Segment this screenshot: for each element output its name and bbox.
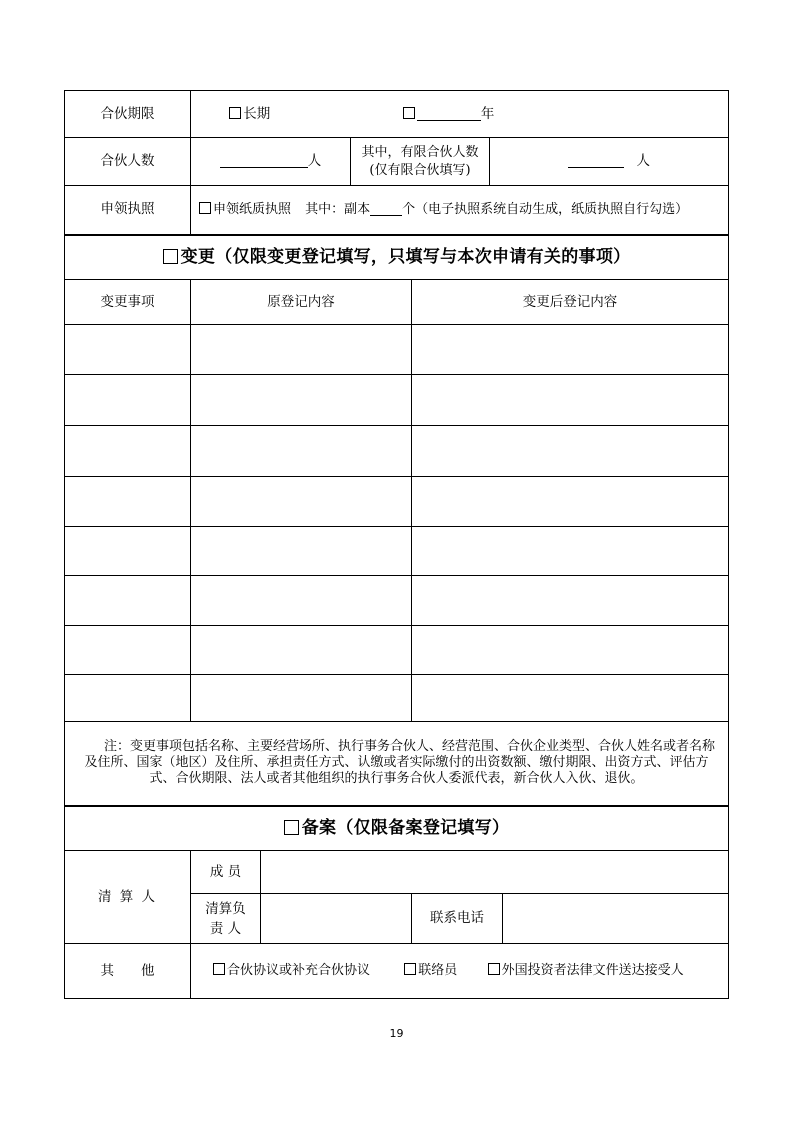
partner-count-unit: 人 [307,153,322,170]
leader-label-line1: 清算负 [205,900,246,917]
original-content-cell[interactable] [191,626,412,675]
change-row [65,576,729,626]
after-content-cell[interactable] [412,527,729,576]
change-note [65,722,729,806]
change-item-cell[interactable] [65,375,191,426]
liquidator-members-row [65,851,729,894]
phone-label: 联系电话 [412,894,503,944]
change-section-header-row [65,235,729,280]
change-row [65,325,729,375]
limited-partner-count-blank[interactable] [568,153,624,168]
foreign-recipient-checkbox[interactable] [488,963,500,975]
year-term-blank[interactable] [417,106,481,121]
change-row [65,477,729,527]
limited-partner-label-line2: (仅有限合伙填写) [369,162,471,178]
copies-blank[interactable] [370,201,402,216]
change-section-title: 变更（仅限变更登记填写，只填写与本次申请有关的事项） [180,246,631,267]
foreign-recipient-label: 外国投资者法律文件送达接受人 [501,962,684,978]
year-term-suffix: 年 [480,105,495,122]
change-columns-row [65,280,729,325]
partner-count-label: 合伙人数 [65,138,191,186]
change-note-text: 注：变更事项包括名称、主要经营场所、执行事务合伙人、经营范围、合伙企业类型、合伙人姓名或者名称及住所、国家（地区）及住所、承担责任方式、认缴或者实际缴付的出资数额、缴付期限、出资方式、评估方式、合伙期限、法人或者其他组织的执行事务合伙人委派代表，新合伙人入伙、退伙。 [84,738,716,787]
filing-section-header [65,806,729,851]
long-term-label: 长期 [243,105,271,122]
change-item-cell[interactable] [65,675,191,722]
leader-input[interactable] [261,894,412,944]
change-row [65,527,729,576]
change-note-row [65,722,729,806]
limited-partner-count-cell [490,138,729,186]
other-label: 其 他 [65,944,191,999]
paper-license-label: 申领纸质执照 [213,202,292,218]
change-item-header: 变更事项 [65,280,191,325]
partnership-term-row [65,91,729,138]
partner-count-row [65,138,729,186]
limited-partner-label-cell [351,138,490,186]
limited-partner-unit: 人 [636,153,650,170]
paper-license-checkbox[interactable] [199,202,211,214]
original-content-cell[interactable] [191,325,412,375]
change-row [65,675,729,722]
limited-partner-label-line1: 其中，有限合伙人数 [361,144,479,160]
liquidator-label: 清 算 人 [65,851,191,944]
filing-section-header-row [65,806,729,851]
change-item-cell[interactable] [65,626,191,675]
after-content-cell[interactable] [412,426,729,477]
page-number: 19 [389,1027,404,1040]
agreement-label: 合伙协议或补充合伙协议 [227,962,371,978]
filing-section-title: 备案（仅限备案登记填写） [301,817,510,838]
original-content-cell[interactable] [191,477,412,527]
original-content-cell[interactable] [191,527,412,576]
members-input[interactable] [261,851,729,894]
change-section-checkbox[interactable] [163,249,178,264]
license-row [65,186,729,235]
partnership-term-options [191,91,729,138]
after-content-cell[interactable] [412,675,729,722]
change-row [65,626,729,675]
after-content-cell[interactable] [412,477,729,527]
long-term-checkbox[interactable] [229,107,241,119]
partnership-term-label: 合伙期限 [65,91,191,138]
original-content-cell[interactable] [191,675,412,722]
after-content-cell[interactable] [412,375,729,426]
agreement-checkbox[interactable] [213,963,225,975]
other-options [191,944,729,999]
liaison-label: 联络员 [418,962,458,978]
members-label: 成 员 [191,851,261,894]
copies-suffix: 个（电子执照系统自动生成，纸质执照自行勾选） [402,202,689,218]
registration-form-table [64,90,729,999]
license-options [191,186,729,235]
change-section-header [65,235,729,280]
partner-count-blank[interactable] [220,153,308,168]
other-row [65,944,729,999]
original-content-header: 原登记内容 [191,280,412,325]
after-content-cell[interactable] [412,325,729,375]
year-term-checkbox[interactable] [403,107,415,119]
leader-label-line2: 责 人 [209,920,242,937]
filing-section-checkbox[interactable] [284,820,299,835]
original-content-cell[interactable] [191,426,412,477]
change-item-cell[interactable] [65,576,191,626]
after-content-cell[interactable] [412,626,729,675]
after-content-cell[interactable] [412,576,729,626]
change-item-cell[interactable] [65,325,191,375]
original-content-cell[interactable] [191,375,412,426]
partner-count-cell [191,138,351,186]
liaison-checkbox[interactable] [404,963,416,975]
change-row [65,426,729,477]
copies-prefix: 其中：副本 [305,202,371,218]
change-row [65,375,729,426]
phone-input[interactable] [503,894,729,944]
change-item-cell[interactable] [65,477,191,527]
after-content-header: 变更后登记内容 [412,280,729,325]
change-item-cell[interactable] [65,527,191,576]
leader-label-cell [191,894,261,944]
change-item-cell[interactable] [65,426,191,477]
license-label: 申领执照 [65,186,191,235]
original-content-cell[interactable] [191,576,412,626]
